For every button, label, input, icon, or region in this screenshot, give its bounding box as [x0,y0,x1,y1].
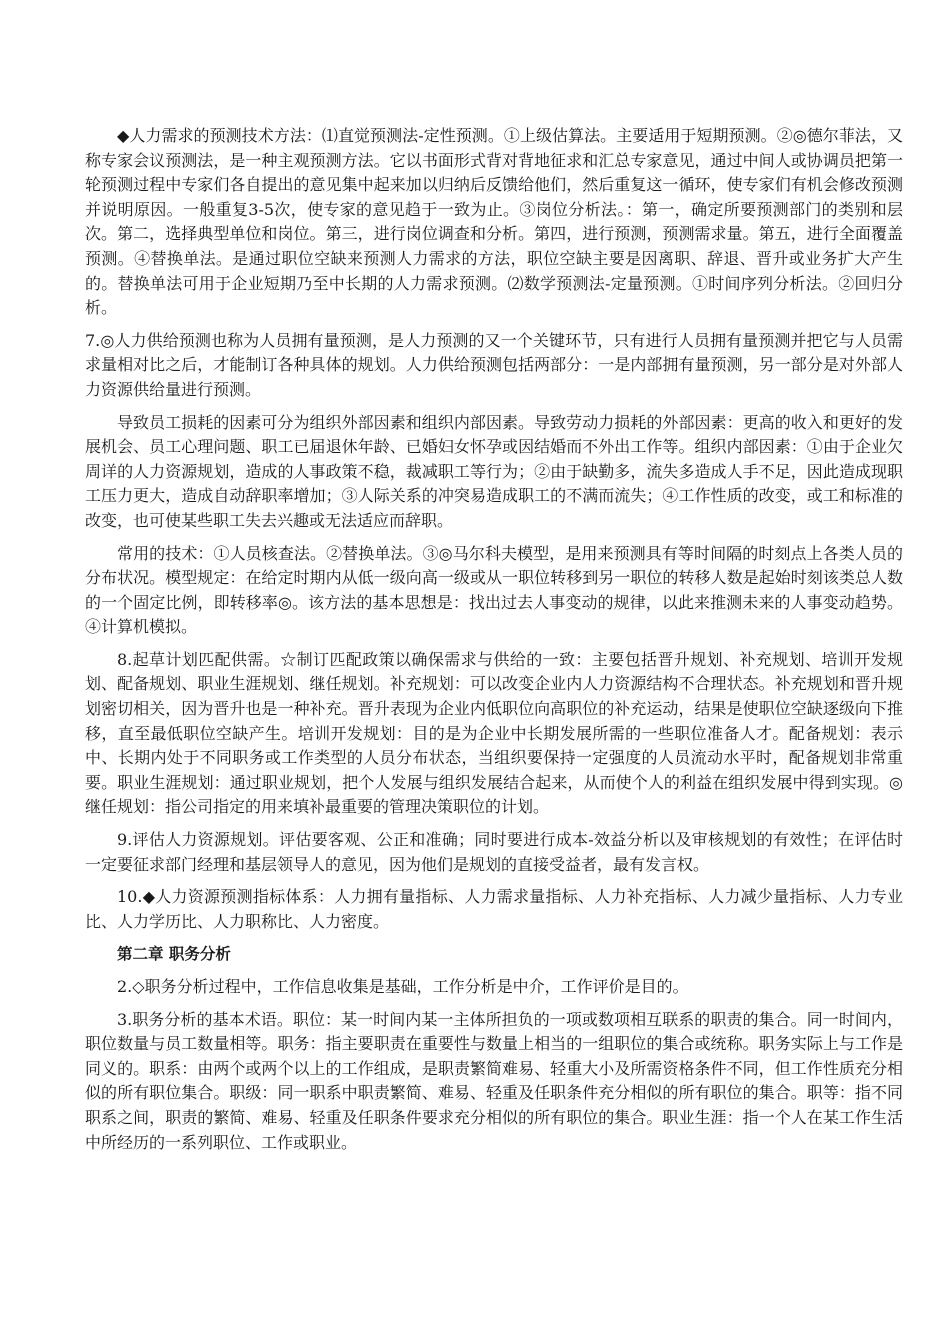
chapter-heading: 第二章 职务分析 [117,945,231,964]
paragraph-job-analysis-terms: 3.职务分析的基本术语。职位：某一时间内某一主体所担负的一项或数项相互联系的职责的集合。同一时间内，职位数量与员工数量相等。职务：指主要职责在重要性与数量上相当的一组职位的集合或统称。职务实际上与工作是同义的。职系：由两个或两个以上的工作组成，是职责繁简难易、轻重大小及所需资格条件不同，但工作性质充分相似的所有职位集合。职级：同一职系中职责繁简、难易、轻重及任职条件充分相似的所有职位的集合。职等：指不同职系之间，职责的繁简、难易、轻重及任职条件要求充分相似的所有职位的集合。职业生涯：指一个人在某工作生活中所经历的一系列职位、工作或职业。 [85,1009,903,1152]
paragraph-job-analysis-process: 2.◇职务分析过程中，工作信息收集是基础，工作分析是中介，工作评价是目的。 [117,977,689,996]
paragraph-matching-plan: 8.起草计划匹配供需。☆制订匹配政策以确保需求与供给的一致：主要包括晋升规划、补充规划、培训开发规划、配备规划、职业生涯规划、继任规划。补充规划：可以改变企业内人力资源结构不合理状态。补充规划和晋升规划密切相关，因为晋升也是一种补充。晋升表现为企业内低职位向高职位的补充运动，结果是使职位空缺逐级向下推移，直至最低职位空缺产生。培训开发规划：目的是为企业中长期发展所需的一些职位准备人才。配备规划：表示中、长期内处于不同职务或工作类型的人员分布状态，当组织要保持一定强度的人员流动水平时，配备规划非常重要。职业生涯规划：通过职业规划，把个人发展与组织发展结合起来，从而使个人的利益在组织发展中得到实现。◎继任规划：指公司指定的用来填补最重要的管理决策职位的计划。 [85,649,903,817]
paragraph-common-techniques: 常用的技术：①人员核查法。②替换单法。③◎马尔科夫模型，是用来预测具有等时间隔的时刻点上各类人员的分布状况。模型规定：在给定时期内从低一级向高一级或从一职位转移到另一职位的转移人数是起始时刻该类总人数的一个固定比例，即转移率◎。该方法的基本思想是：找出过去人事变动的规律，以此来推测未来的人事变动趋势。④计算机模拟。 [85,543,903,637]
paragraph-supply-forecast: 7.◎人力供给预测也称为人员拥有量预测，是人力预测的又一个关键环节，只有进行人员拥有量预测并把它与人员需求量相对比之后，才能制订各种具体的规划。人力供给预测包括两部分：一是内部拥有量预测，另一部分是对外部人力资源供给量进行预测。 [85,330,903,399]
paragraph-indicator-system: 10.◆人力资源预测指标体系：人力拥有量指标、人力需求量指标、人力补充指标、人力减少量指标、人力专业比、人力学历比、人力职称比、人力密度。 [85,887,903,931]
paragraph-evaluate-plan: 9.评估人力资源规划。评估要客观、公正和准确；同时要进行成本-效益分析以及审核规划的有效性；在评估时一定要征求部门经理和基层领导人的意见，因为他们是规划的直接受益者，最有发言权。 [85,830,903,874]
paragraph-demand-forecast-methods: ◆人力需求的预测技术方法：⑴直觉预测法-定性预测。①上级估算法。主要适用于短期预测。②◎德尔菲法，又称专家会议预测法，是一种主观预测方法。它以书面形式背对背地征求和汇总专家意见，通过中间人或协调员把第一轮预测过程中专家们各自提出的意见集中起来加以归纳后反馈给他们，然后重复这一循环，使专家们有机会修改预测并说明原因。一般重复3-5次，使专家的意见趋于一致为止。③岗位分析法。：第一，确定所要预测部门的类别和层次。第二，选择典型单位和岗位。第三，进行岗位调查和分析。第四，进行预测，预测需求量。第五，进行全面覆盖预测。④替换单法。是通过职位空缺来预测人力需求的方法，职位空缺主要是因离职、辞退、晋升或业务扩大产生的。替换单法可用于企业短期乃至中长期的人力需求预测。⑵数学预测法-定量预测。①时间序列分析法。②回归分析。 [85,126,903,318]
paragraph-attrition-factors: 导致员工损耗的因素可分为组织外部因素和组织内部因素。导致劳动力损耗的外部因素：更高的收入和更好的发展机会、员工心理问题、职工已届退休年龄、已婚妇女怀孕或因结婚而不外出工作等。组织内部因素：①由于企业欠周详的人力资源规划，造成的人事政策不稳，裁减职工等行为；②由于缺勤多，流失多造成人手不足，因此造成现职工压力更大，造成自动辞职率增加；③人际关系的冲突易造成职工的不满而流失；④工作性质的改变，或工和标准的改变，也可使某些职工失去兴趣或无法适应而辞职。 [85,412,903,530]
document-page [85,124,903,1163]
